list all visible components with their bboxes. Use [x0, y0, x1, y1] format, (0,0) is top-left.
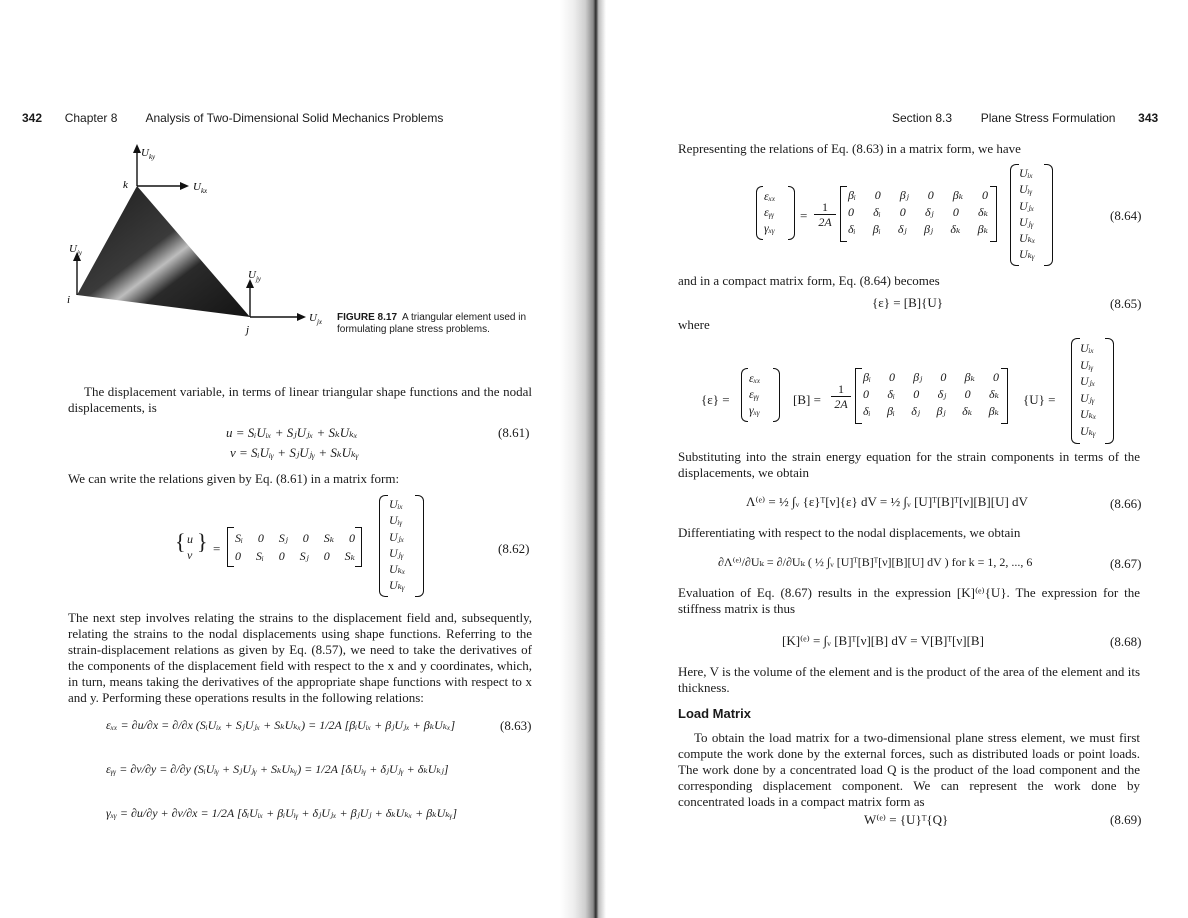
- label-uky: $U_{ky}$: [141, 147, 156, 161]
- matrix-cell: βₖ: [952, 188, 964, 202]
- vector-entry: Uᵢᵧ: [1080, 357, 1094, 372]
- right-paragraph-4: Differentiating with respect to the nodal displacements, we obtain: [678, 525, 1021, 540]
- left-header: [22, 111, 443, 125]
- matrix-cell: 0: [964, 387, 971, 401]
- matrix-cell: δᵢ: [863, 404, 871, 418]
- right-paragraph-2: and in a compact matrix form, Eq. (8.64) becomes: [678, 273, 940, 288]
- matrix-cell: βₖ: [988, 404, 999, 418]
- matrix-cell: Sᵢ: [235, 531, 243, 545]
- matrix-cell: Sₖ: [323, 531, 335, 545]
- vector-entry: Uₖₓ: [1019, 231, 1036, 246]
- matrix-cell: δₖ: [962, 404, 973, 418]
- matrix-cell: δⱼ: [937, 387, 947, 401]
- matrix-cell: δₖ: [978, 205, 988, 219]
- matrix-cell: 0: [278, 549, 285, 563]
- vector-entry: Uⱼᵧ: [1080, 390, 1095, 405]
- matrix-cell: 0: [349, 531, 355, 545]
- vector-entry: Uₖₓ: [389, 562, 406, 577]
- eq-8-62-row-2: [235, 549, 355, 564]
- matrix-cell: 0: [992, 370, 999, 384]
- def-b-row-3: [863, 404, 999, 419]
- right-page: [606, 0, 1188, 918]
- chapter-label: Chapter 8: [64, 111, 118, 125]
- load-matrix-heading: Load Matrix: [678, 706, 751, 721]
- matrix-cell: βᵢ: [872, 222, 881, 236]
- left-page-number: 342: [22, 111, 43, 125]
- matrix-cell: βᵢ: [848, 188, 856, 202]
- eq-8-62-row-1: [235, 531, 355, 546]
- matrix-cell: βᵢ: [886, 404, 895, 418]
- matrix-cell: βⱼ: [913, 370, 923, 384]
- vector-entry: εᵧᵧ: [764, 205, 775, 219]
- right-running-title: Plane Stress Formulation: [980, 111, 1116, 125]
- eq-8-66-number: (8.66): [1110, 496, 1142, 511]
- where-label: where: [678, 317, 710, 332]
- matrix-cell: 0: [323, 549, 330, 563]
- matrix-cell: 0: [927, 188, 934, 202]
- vector-entry: Uⱼᵧ: [389, 545, 404, 560]
- matrix-cell: δⱼ: [897, 222, 907, 236]
- matrix-cell: 0: [952, 205, 959, 219]
- eq-8-62-number: (8.62): [498, 541, 530, 556]
- arrowhead-kx: [180, 182, 189, 190]
- matrix-cell: 0: [982, 188, 988, 202]
- matrix-cell: Sⱼ: [278, 531, 288, 545]
- label-ujx: $U_{jx}$: [309, 312, 323, 326]
- vector-entry: Uᵢᵧ: [1019, 182, 1033, 197]
- label-ujy: $U_{jy}$: [248, 269, 262, 283]
- matrix-cell: 0: [874, 188, 881, 202]
- eq-8-65: {ε} = [B]{U}: [872, 295, 943, 310]
- vector-entry: Uⱼᵧ: [1019, 214, 1034, 229]
- vector-entry: Uᵢₓ: [1019, 166, 1033, 180]
- label-ukx: $U_{kx}$: [193, 181, 208, 195]
- vector-entry: Uₖᵧ: [1080, 423, 1096, 438]
- eq-8-61-u: u = SᵢUᵢₓ + SⱼUⱼₓ + SₖUₖₓ: [226, 425, 358, 440]
- right-paragraph-7: To obtain the load matrix for a two-dimensional plane stress element, we must first compute the work done by the external forces, such as distributed loads or point loads. The work done by a concentrated load Q is the product of the load component and the corresponding displacement component. We can represent the work done by concentrated loads in a compact matrix form as: [678, 730, 1140, 809]
- figure-caption: FIGURE 8.17 A triangular element used in formulating plane stress problems.: [337, 312, 527, 335]
- eq-8-62: { u v } = Sᵢ 0 Sⱼ 0 Sₖ 0 0 Sᵢ 0 Sⱼ 0 Sₖ Uᵢₓ Uᵢᵧ Uⱼₓ Uⱼᵧ Uₖₓ Uₖᵧ: [175, 495, 435, 599]
- matrix-cell: 0: [257, 531, 264, 545]
- eq-8-68: [K]⁽ᵉ⁾ = ∫ᵥ [B]ᵀ[ν][B] dV = V[B]ᵀ[ν][B]: [782, 633, 984, 648]
- vector-entry: Uₖₓ: [1080, 407, 1097, 422]
- eq-8-67: ∂Λ⁽ᵉ⁾/∂Uₖ = ∂/∂Uₖ ( ½ ∫ᵥ [U]ᵀ[B]ᵀ[ν][B][U] dV ) for k = 1, 2, ..., 6: [718, 555, 1033, 569]
- eq-8-61-v: v = SᵢUᵢᵧ + SⱼUⱼᵧ + SₖUₖᵧ: [230, 445, 359, 460]
- eq-8-64: εₓₓ εᵧᵧ γₓᵧ = 1 2A βᵢ 0 βⱼ 0 βₖ 0 0 δᵢ 0 δⱼ 0 δₖ δᵢ βᵢ δⱼ βⱼ δₖ βₖ Uᵢₓ Uᵢᵧ Uⱼₓ Uⱼᵧ Uₖₓ Uₖᵧ: [756, 164, 1056, 268]
- matrix-cell: δₖ: [989, 387, 999, 401]
- vector-entry: εᵧᵧ: [749, 387, 760, 401]
- left-page: [0, 0, 560, 918]
- vector-entry: εₓₓ: [749, 371, 761, 385]
- left-paragraph-1: The displacement variable, in terms of linear triangular shape functions and the nodal displacements, is: [68, 384, 532, 415]
- matrix-cell: δᵢ: [887, 387, 895, 401]
- matrix-cell: δₖ: [950, 222, 961, 236]
- vector-entry: Uₖᵧ: [1019, 247, 1035, 262]
- right-page-number: 343: [1138, 111, 1159, 125]
- vector-entry: Uⱼₓ: [389, 529, 405, 544]
- left-paragraph-3: The next step involves relating the strains to the displacement field and, subsequently, relating the strains to the nodal displacements using shape functions. Referring to the strain-displacement relations as given by Eq. (8.57), we need to take the derivatives of the components of the displacement field with respect to the x and y coordinates, which, in turn, means taking the derivatives of the appropriate shape functions with respect to x and y. Performing these operations results in the following relations:: [68, 610, 532, 705]
- vector-entry: εₓₓ: [764, 189, 776, 203]
- eq-8-67-number: (8.67): [1110, 556, 1142, 571]
- matrix-cell: βₖ: [977, 222, 988, 236]
- matrix-cell: Sⱼ: [299, 549, 309, 563]
- matrix-cell: 0: [235, 549, 241, 563]
- matrix-cell: βᵢ: [863, 370, 871, 384]
- matrix-cell: βₖ: [964, 370, 975, 384]
- vector-entry: γₓᵧ: [749, 403, 760, 417]
- matrix-cell: δⱼ: [911, 404, 921, 418]
- matrix-cell: βⱼ: [899, 188, 909, 202]
- eq-8-63-eyy: εᵧᵧ = ∂v/∂y = ∂/∂y (SᵢUᵢᵧ + SⱼUⱼᵧ + SₖUₖᵧ) = 1/2A [δᵢUᵢᵧ + δⱼUⱼᵧ + δₖUₖⱼ]: [106, 762, 449, 776]
- eq-8-64-row-3: [848, 222, 988, 237]
- matrix-cell: δᵢ: [848, 222, 856, 236]
- right-paragraph-1: Representing the relations of Eq. (8.63) in a matrix form, we have: [678, 141, 1021, 156]
- def-strain-vector: [749, 370, 775, 418]
- matrix-cell: 0: [899, 205, 906, 219]
- matrix-cell: 0: [863, 387, 869, 401]
- matrix-cell: βⱼ: [936, 404, 946, 418]
- eq-8-61-number: (8.61): [498, 425, 530, 440]
- eq-8-65-number: (8.65): [1110, 296, 1142, 311]
- eq-8-64-strain-vector: [764, 188, 790, 236]
- vector-entry: Uⱼₓ: [1080, 374, 1096, 389]
- matrix-cell: Sₖ: [344, 549, 355, 563]
- eq-8-69-number: (8.69): [1110, 812, 1142, 827]
- triangle-element: [77, 186, 250, 317]
- node-i-label: i: [67, 294, 71, 306]
- arrowhead-ky: [133, 144, 141, 153]
- matrix-cell: 0: [302, 531, 309, 545]
- vector-entry: Uᵢₓ: [1080, 341, 1094, 355]
- section-label: Section 8.3: [892, 111, 953, 125]
- eq-8-63-number: (8.63): [500, 718, 532, 733]
- def-displacement-vector: [1080, 340, 1106, 440]
- matrix-cell: δᵢ: [873, 205, 881, 219]
- right-paragraph-6: Here, V is the volume of the element and is the product of the area of the element and its thickness.: [678, 664, 1140, 695]
- definitions: {ε} = εₓₓ εᵧᵧ γₓᵧ [B] = 1 2A βᵢ 0 βⱼ 0 βₖ 0 0 δᵢ 0 δⱼ 0 δₖ δᵢ βᵢ δⱼ βⱼ δₖ βₖ {U} = Uᵢₓ Uᵢᵧ Uⱼₓ Uⱼᵧ Uₖₓ Uₖᵧ: [701, 338, 1121, 444]
- eq-8-68-number: (8.68): [1110, 634, 1142, 649]
- triangular-element-figure: [55, 140, 355, 340]
- vector-entry: Uᵢₓ: [389, 497, 403, 511]
- matrix-cell: βⱼ: [923, 222, 934, 236]
- eq-8-69: W⁽ᵉ⁾ = {U}ᵀ{Q}: [864, 812, 949, 827]
- matrix-cell: 0: [913, 387, 920, 401]
- left-paragraph-2: We can write the relations given by Eq. (8.61) in a matrix form:: [68, 471, 400, 486]
- book-gutter: [560, 0, 606, 918]
- right-paragraph-3: Substituting into the strain energy equation for the strain components in terms of the displacements, we obtain: [678, 449, 1140, 480]
- eq-8-63-gxy: γₓᵧ = ∂u/∂y + ∂v/∂x = 1/2A [δᵢUᵢₓ + βᵢUᵢᵧ + δⱼUⱼₓ + βⱼUⱼ + δₖUₖₓ + βₖUₖᵧ]: [106, 806, 458, 820]
- def-b-row-1: [863, 370, 999, 385]
- matrix-cell: 0: [848, 205, 854, 219]
- vector-entry: Uᵢᵧ: [389, 513, 403, 528]
- matrix-cell: Sᵢ: [255, 549, 264, 563]
- eq-8-64-displacement-vector: [1019, 165, 1045, 263]
- label-uiy: $U_{iy}$: [69, 243, 83, 257]
- left-running-title: Analysis of Two-Dimensional Solid Mechanics Problems: [145, 111, 444, 125]
- vector-entry: Uⱼₓ: [1019, 198, 1035, 213]
- eq-8-66: Λ⁽ᵉ⁾ = ½ ∫ᵥ {ε}ᵀ[ν]{ε} dV = ½ ∫ᵥ [U]ᵀ[B]ᵀ[ν][B][U] dV: [746, 494, 1028, 509]
- eq-8-64-row-1: [848, 188, 988, 203]
- vector-entry: Uₖᵧ: [389, 578, 405, 593]
- matrix-cell: 0: [940, 370, 947, 384]
- eq-8-62-vector: [389, 496, 415, 594]
- eq-8-64-number: (8.64): [1110, 208, 1142, 223]
- eq-8-64-row-2: [848, 205, 988, 220]
- node-j-label: j: [246, 324, 250, 336]
- vector-entry: γₓᵧ: [764, 221, 775, 235]
- right-paragraph-5: Evaluation of Eq. (8.67) results in the expression [K]⁽ᵉ⁾{U}. The expression for the stiffness matrix is thus: [678, 585, 1140, 616]
- eq-8-63-exx: εₓₓ = ∂u/∂x = ∂/∂x (SᵢUᵢₓ + SⱼUⱼₓ + SₖUₖₓ) = 1/2A [βᵢUᵢₓ + βⱼUⱼₓ + βₖUₖₓ]: [106, 718, 456, 732]
- matrix-cell: 0: [888, 370, 895, 384]
- matrix-cell: δⱼ: [924, 205, 934, 219]
- right-header: [892, 111, 1158, 125]
- node-k-label: k: [123, 179, 128, 191]
- def-b-row-2: [863, 387, 999, 402]
- arrowhead-jx: [297, 313, 306, 321]
